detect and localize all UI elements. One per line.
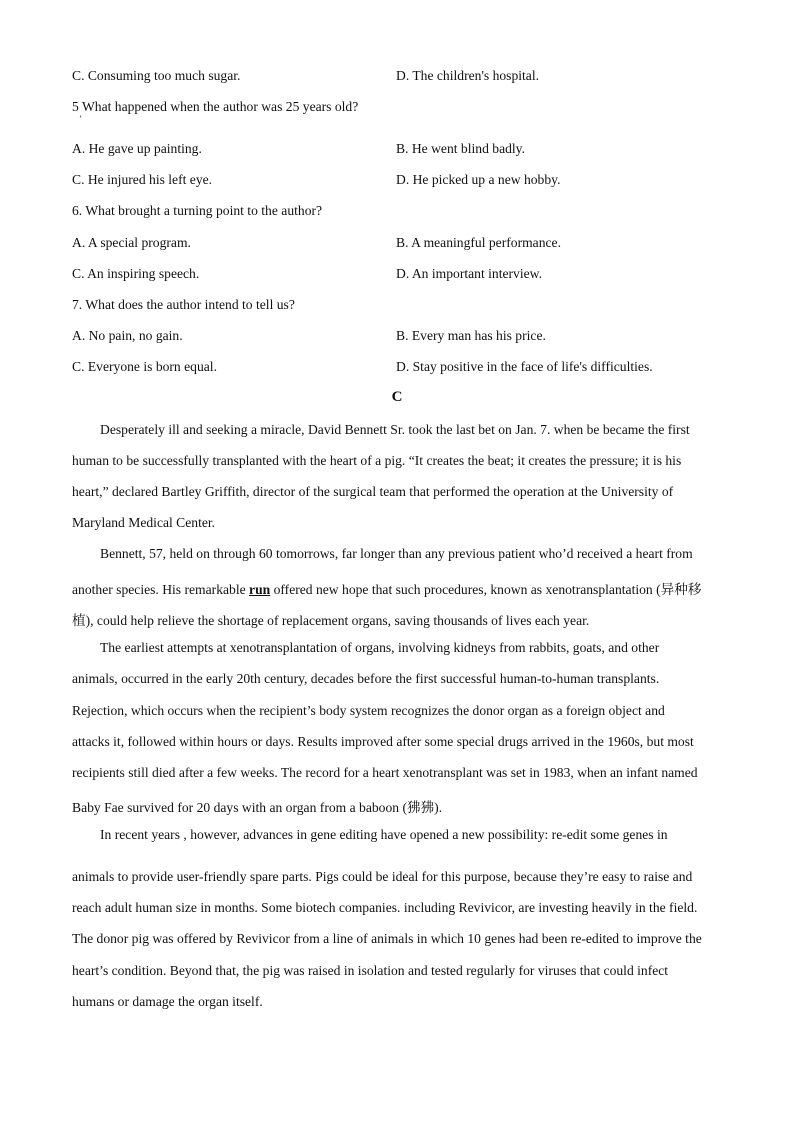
q5-option-b: B. He went blind badly. [396,141,525,156]
stray-mark: ʼ [79,114,82,124]
p1-line-4: Maryland Medical Center. [72,515,216,530]
keyword-run: run [249,582,271,597]
q5-option-d: D. He picked up a new hobby. [396,172,561,187]
p4-line-6: humans or damage the organ itself. [72,994,263,1009]
passage-title: C [391,389,403,405]
p2-line-2-before: another species. His remarkable [72,582,250,597]
q5-option-c: C. He injured his left eye. [72,172,213,187]
q7-option-d: D. Stay positive in the face of life's difficulties. [396,359,653,374]
p3-line-4: attacks it, followed within hours or days. Results improved after some special drugs arrived in the 1960s, but most [72,734,694,749]
p4-line-5: heart’s condition. Beyond that, the pig was raised in isolation and tested regularly for viruses that could infect [72,963,669,978]
q6-option-d: D. An important interview. [396,266,542,281]
q5-stem: 5 What happened when the author was 25 years old? [72,99,359,114]
p1-line-1: Desperately ill and seeking a miracle, David Bennett Sr. took the last bet on Jan. 7. when be became the first [100,422,690,437]
q6-option-b: B. A meaningful performance. [396,235,561,250]
p3-line-3: Rejection, which occurs when the recipient’s body system recognizes the donor organ as a foreign object and [72,703,665,718]
p2-line-2-after: offered new hope that such procedures, known as xenotransplantation (异种移 [270,582,702,597]
p3-line-6: Baby Fae survived for 20 days with an organ from a baboon (狒狒). [72,800,443,815]
p1-line-2: human to be successfully transplanted with the heart of a pig. “It creates the beat; it creates the pressure; it is his [72,453,682,468]
p4-line-4: The donor pig was offered by Revivicor from a line of animals in which 10 genes had been re-edited to improve the [72,931,702,946]
p2-line-2 [72,578,701,598]
q7-option-a: A. No pain, no gain. [72,328,183,343]
p4-line-1: In recent years , however, advances in gene editing have opened a new possibility: re-edit some genes in [100,827,668,842]
p4-line-2: animals to provide user-friendly spare parts. Pigs could be ideal for this purpose, because they’re easy to raise and [72,869,693,884]
p3-line-1: The earliest attempts at xenotransplantation of organs, involving kidneys from rabbits, goats, and other [100,640,660,655]
q7-stem: 7. What does the author intend to tell us? [72,297,295,312]
p3-line-2: animals, occurred in the early 20th century, decades before the first successful human-to-human transplants. [72,671,660,686]
q6-option-c: C. An inspiring speech. [72,266,200,281]
q4-option-d: D. The children's hospital. [396,68,540,83]
q7-option-b: B. Every man has his price. [396,328,546,343]
q4-option-c: C. Consuming too much sugar. [72,68,241,83]
p2-line-3: 植), could help relieve the shortage of replacement organs, saving thousands of lives each year. [72,613,590,628]
q6-option-a: A. A special program. [72,235,191,250]
p3-line-5: recipients still died after a few weeks. The record for a heart xenotransplant was set in 1983, when an infant named [72,765,698,780]
p2-line-1: Bennett, 57, held on through 60 tomorrows, far longer than any previous patient who’d received a heart from [100,546,693,561]
q5-option-a: A. He gave up painting. [72,141,202,156]
q6-stem: 6. What brought a turning point to the author? [72,203,323,218]
q7-option-c: C. Everyone is born equal. [72,359,217,374]
p1-line-3: heart,” declared Bartley Griffith, director of the surgical team that performed the operation at the University of [72,484,674,499]
p4-line-3: reach adult human size in months. Some biotech companies. including Revivicor, are investing heavily in the field. [72,900,698,915]
